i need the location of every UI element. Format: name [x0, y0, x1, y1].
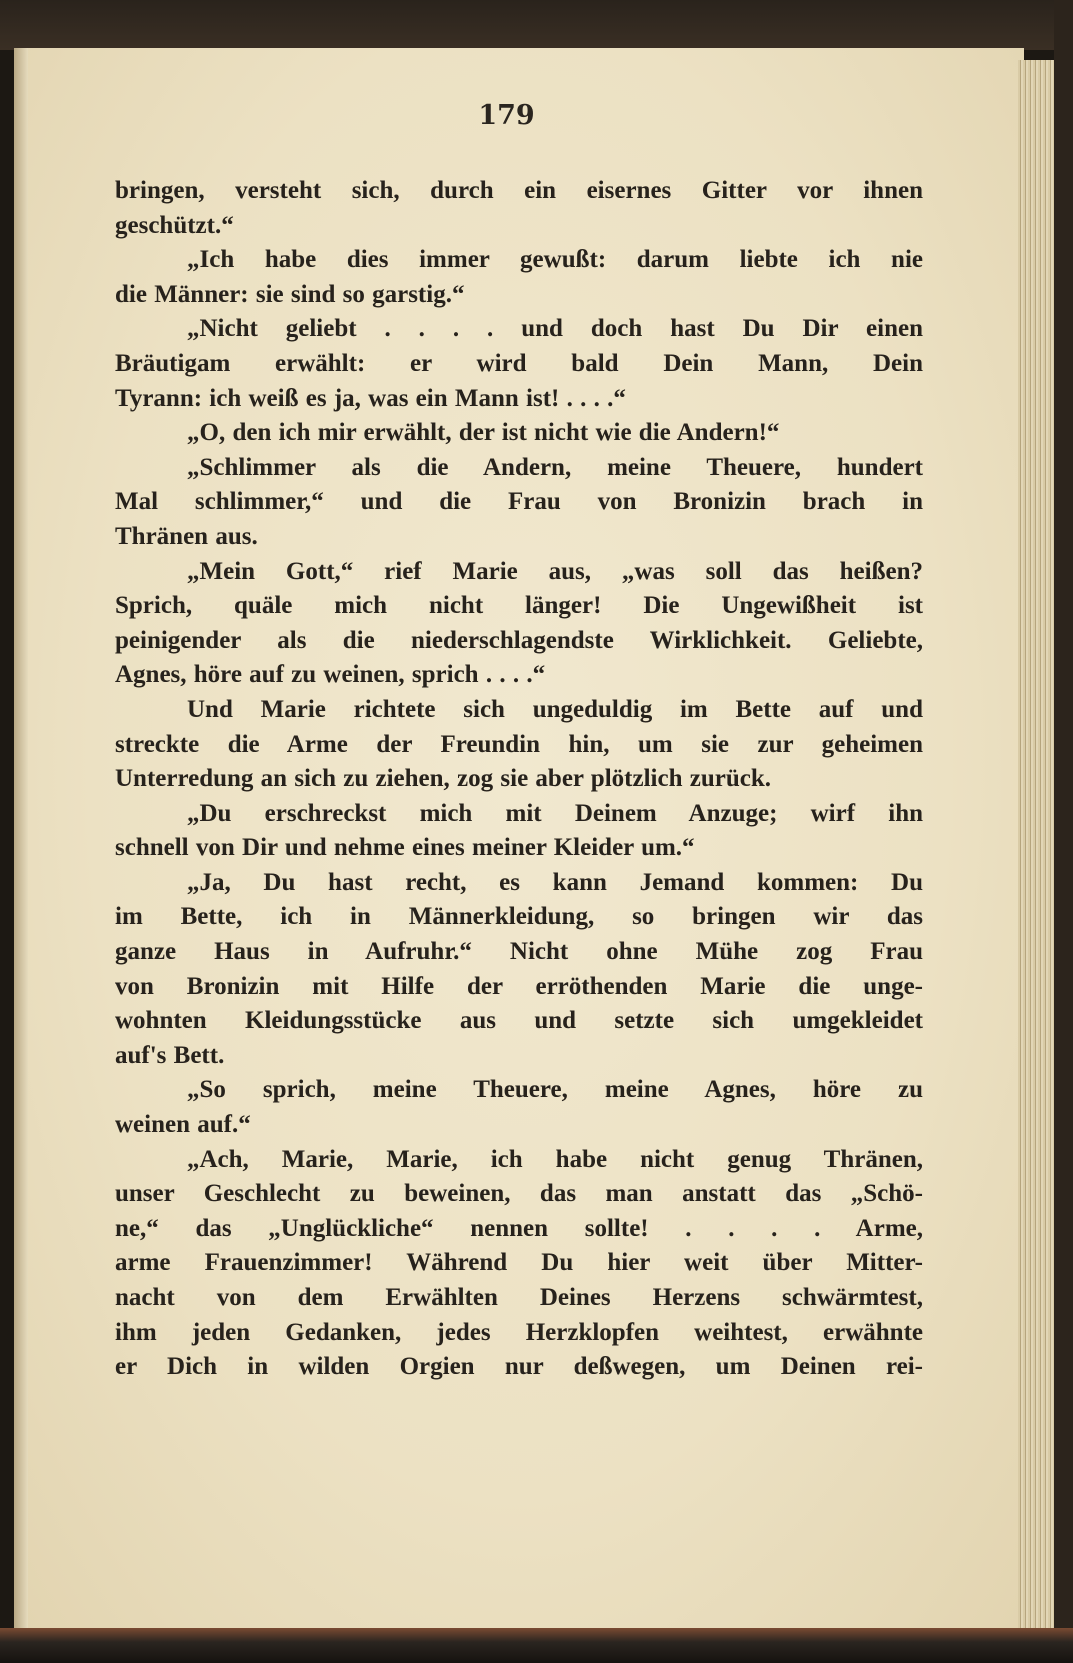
text-line: die Männer: sie sind so garstig.“: [115, 280, 465, 308]
text-line: weinen auf.“: [115, 1111, 251, 1139]
text-line: wohnten Kleidungsstücke aus und setzte sich umgekleidet: [115, 1007, 923, 1035]
text-line: er Dich in wilden Orgien nur deßwegen, um Deinen rei-: [115, 1353, 923, 1381]
text-line: „Schlimmer als die Andern, meine Theuere, hundert: [187, 453, 923, 481]
text-line: Sprich, quäle mich nicht länger! Die Ungewißheit ist: [115, 592, 923, 620]
text-line: „Ach, Marie, Marie, ich habe nicht genug Thränen,: [187, 1145, 923, 1173]
text-line: Thränen aus.: [115, 522, 258, 550]
text-line: bringen, versteht sich, durch ein eisernes Gitter vor ihnen: [115, 177, 923, 204]
text-line: von Bronizin mit Hilfe der erröthenden Marie die unge-: [115, 972, 923, 1000]
scan-background-top: [0, 0, 1073, 50]
body-text: [115, 174, 923, 1385]
text-line: Tyrann: ich weiß es ja, was ein Mann ist! . . . .“: [115, 384, 626, 412]
text-line: „So sprich, meine Theuere, meine Agnes, höre zu: [187, 1076, 923, 1104]
text-line: „Nicht geliebt . . . . und doch hast Du Dir einen: [187, 315, 923, 343]
text-line: Und Marie richtete sich ungeduldig im Bette auf und: [187, 695, 923, 723]
text-line: „Ich habe dies immer gewußt: darum liebte ich nie: [187, 246, 923, 274]
text-line: streckte die Arme der Freundin hin, um sie zur geheimen: [115, 730, 923, 758]
text-line: geschützt.“: [115, 211, 234, 239]
text-line: Mal schlimmer,“ und die Frau von Bronizin brach in: [115, 488, 923, 516]
text-line: Agnes, höre auf zu weinen, sprich . . . .“: [115, 661, 546, 689]
text-line: „Ja, Du hast recht, es kann Jemand kommen: Du: [187, 868, 923, 896]
book-cover-bottom: [0, 1628, 1073, 1663]
text-line: „O, den ich mir erwählt, der ist nicht wie die Andern!“: [187, 419, 780, 447]
text-line: Bräutigam erwählt: er wird bald Dein Mann, Dein: [115, 349, 923, 377]
page-edges: [1018, 60, 1054, 1630]
scan-background-right: [1054, 0, 1073, 1663]
text-line: unser Geschlecht zu beweinen, das man anstatt das „Schö-: [115, 1180, 923, 1208]
text-line: nacht von dem Erwählten Deines Herzens schwärmtest,: [115, 1284, 923, 1311]
text-line: ne,“ das „Unglückliche“ nennen sollte! . . . . Arme,: [115, 1214, 923, 1242]
text-line: peinigender als die niederschlagendste Wirklichkeit. Geliebte,: [115, 626, 923, 654]
text-line: schnell von Dir und nehme eines meiner Kleider um.“: [115, 834, 695, 862]
text-line: „Du erschreckst mich mit Deinem Anzuge; wirf ihn: [187, 799, 923, 827]
page-gutter: [14, 48, 28, 1630]
text-line: ganze Haus in Aufruhr.“ Nicht ohne Mühe zog Frau: [115, 938, 923, 966]
text-line: „Mein Gott,“ rief Marie aus, „was soll das heißen?: [187, 557, 923, 585]
page-number: 179: [478, 100, 535, 131]
text-line: arme Frauenzimmer! Während Du hier weit über Mitter-: [115, 1249, 923, 1277]
text-line: ihm jeden Gedanken, jedes Herzklopfen weihtest, erwähnte: [115, 1318, 923, 1346]
text-line: auf's Bett.: [115, 1041, 225, 1069]
text-line: im Bette, ich in Männerkleidung, so bringen wir das: [115, 903, 923, 931]
text-line: Unterredung an sich zu ziehen, zog sie aber plötzlich zurück.: [115, 765, 771, 793]
